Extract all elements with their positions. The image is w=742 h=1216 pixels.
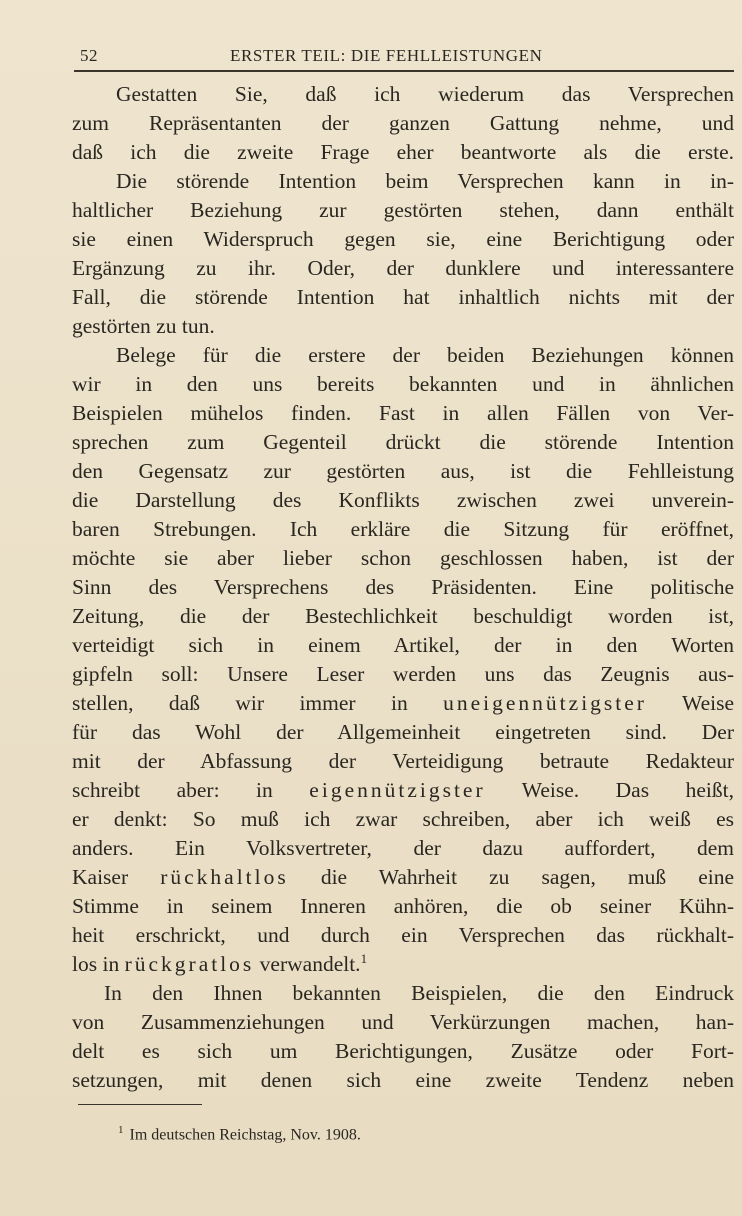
text-line: setzungen, mit denen sich eine zweite Tendenz neben xyxy=(72,1068,734,1092)
text-line: Zeitung, die der Bestechlichkeit beschuldigt worden ist, xyxy=(72,604,734,628)
text-line: sprechen zum Gegenteil drückt die störende Intention xyxy=(72,430,734,454)
text-line-spaced xyxy=(72,776,734,805)
text-segment: verwandelt. xyxy=(259,952,361,976)
text-line: von Zusammenziehungen und Verkürzungen machen, han- xyxy=(72,1010,734,1034)
text-line: er denkt: So muß ich zwar schreiben, aber ich weiß es xyxy=(72,807,734,831)
text-line: mit der Abfassung der Verteidigung betraute Redakteur xyxy=(72,749,734,773)
text-line: Ergänzung zu ihr. Oder, der dunklere und interessantere xyxy=(72,256,734,280)
text-line: heit erschrickt, und durch ein Versprechen das rückhalt- xyxy=(72,923,734,947)
text-line: daß ich die zweite Frage eher beantworte als die erste. xyxy=(72,140,734,164)
page-header xyxy=(74,44,734,72)
spaced-emphasis: eigennützigster xyxy=(309,778,486,802)
body-text xyxy=(72,80,734,1095)
text-line-spaced xyxy=(72,863,734,892)
text-segment: Kaiser xyxy=(72,865,129,889)
text-line: zum Repräsentanten der ganzen Gattung nehme, und xyxy=(72,111,734,135)
footnote-divider xyxy=(78,1104,202,1105)
text-line-spaced xyxy=(72,689,734,718)
footnote-text: Im deutschen Reichstag, Nov. 1908. xyxy=(129,1126,361,1144)
text-line: Fall, die störende Intention hat inhaltlich nichts mit der xyxy=(72,285,734,309)
text-line-spaced xyxy=(72,950,734,979)
text-segment: schreibt aber: in xyxy=(72,778,273,802)
text-segment: Weise. Das heißt, xyxy=(521,778,734,802)
text-line: wir in den uns bereits bekannten und in ähnlichen xyxy=(72,372,734,396)
text-line: Belege für die erstere der beiden Beziehungen können xyxy=(116,343,734,367)
text-line: Sinn des Versprechens des Präsidenten. Eine politische xyxy=(72,575,734,599)
text-segment: los in xyxy=(72,952,120,976)
text-line: für das Wohl der Allgemeinheit eingetreten sind. Der xyxy=(72,720,734,744)
text-line: die Darstellung des Konflikts zwischen zwei unverein- xyxy=(72,488,734,512)
text-line: Die störende Intention beim Versprechen kann in in- xyxy=(116,169,734,193)
text-line: haltlicher Beziehung zur gestörten stehen, dann enthält xyxy=(72,198,734,222)
spaced-emphasis: rückgratlos xyxy=(124,952,255,976)
text-line: delt es sich um Berichtigungen, Zusätze oder Fort- xyxy=(72,1039,734,1063)
spaced-emphasis: uneigennützigster xyxy=(443,691,647,715)
text-line: Gestatten Sie, daß ich wiederum das Versprechen xyxy=(116,82,734,106)
text-line: baren Strebungen. Ich erkläre die Sitzung für eröffnet, xyxy=(72,517,734,541)
text-line: In den Ihnen bekannten Beispielen, die den Eindruck xyxy=(104,981,734,1005)
text-line: den Gegensatz zur gestörten aus, ist die Fehlleistung xyxy=(72,459,734,483)
text-line: Stimme in seinem Inneren anhören, die ob seiner Kühn- xyxy=(72,894,734,918)
footnote-reference[interactable]: 1 xyxy=(360,950,368,966)
text-segment: die Wahrheit zu sagen, muß eine xyxy=(320,865,735,889)
text-line: anders. Ein Volksvertreter, der dazu auffordert, dem xyxy=(72,836,734,860)
footnote xyxy=(118,1124,361,1144)
page-number: 52 xyxy=(80,46,98,65)
text-line: verteidigt sich in einem Artikel, der in den Worten xyxy=(72,633,734,657)
footnote-marker: 1 xyxy=(118,1124,124,1136)
text-line: möchte sie aber lieber schon geschlossen haben, ist der xyxy=(72,546,734,570)
running-title: ERSTER TEIL: DIE FEHLLEISTUNGEN xyxy=(230,46,543,65)
text-segment: Weise xyxy=(682,691,734,715)
text-line: Beispielen mühelos finden. Fast in allen Fällen von Ver- xyxy=(72,401,734,425)
text-line: gipfeln soll: Unsere Leser werden uns das Zeugnis aus- xyxy=(72,662,734,686)
text-line: gestörten zu tun. xyxy=(72,314,215,338)
text-segment: stellen, daß wir immer in xyxy=(72,691,408,715)
spaced-emphasis: rückhaltlos xyxy=(160,865,289,889)
text-line: sie einen Widerspruch gegen sie, eine Berichtigung oder xyxy=(72,227,734,251)
